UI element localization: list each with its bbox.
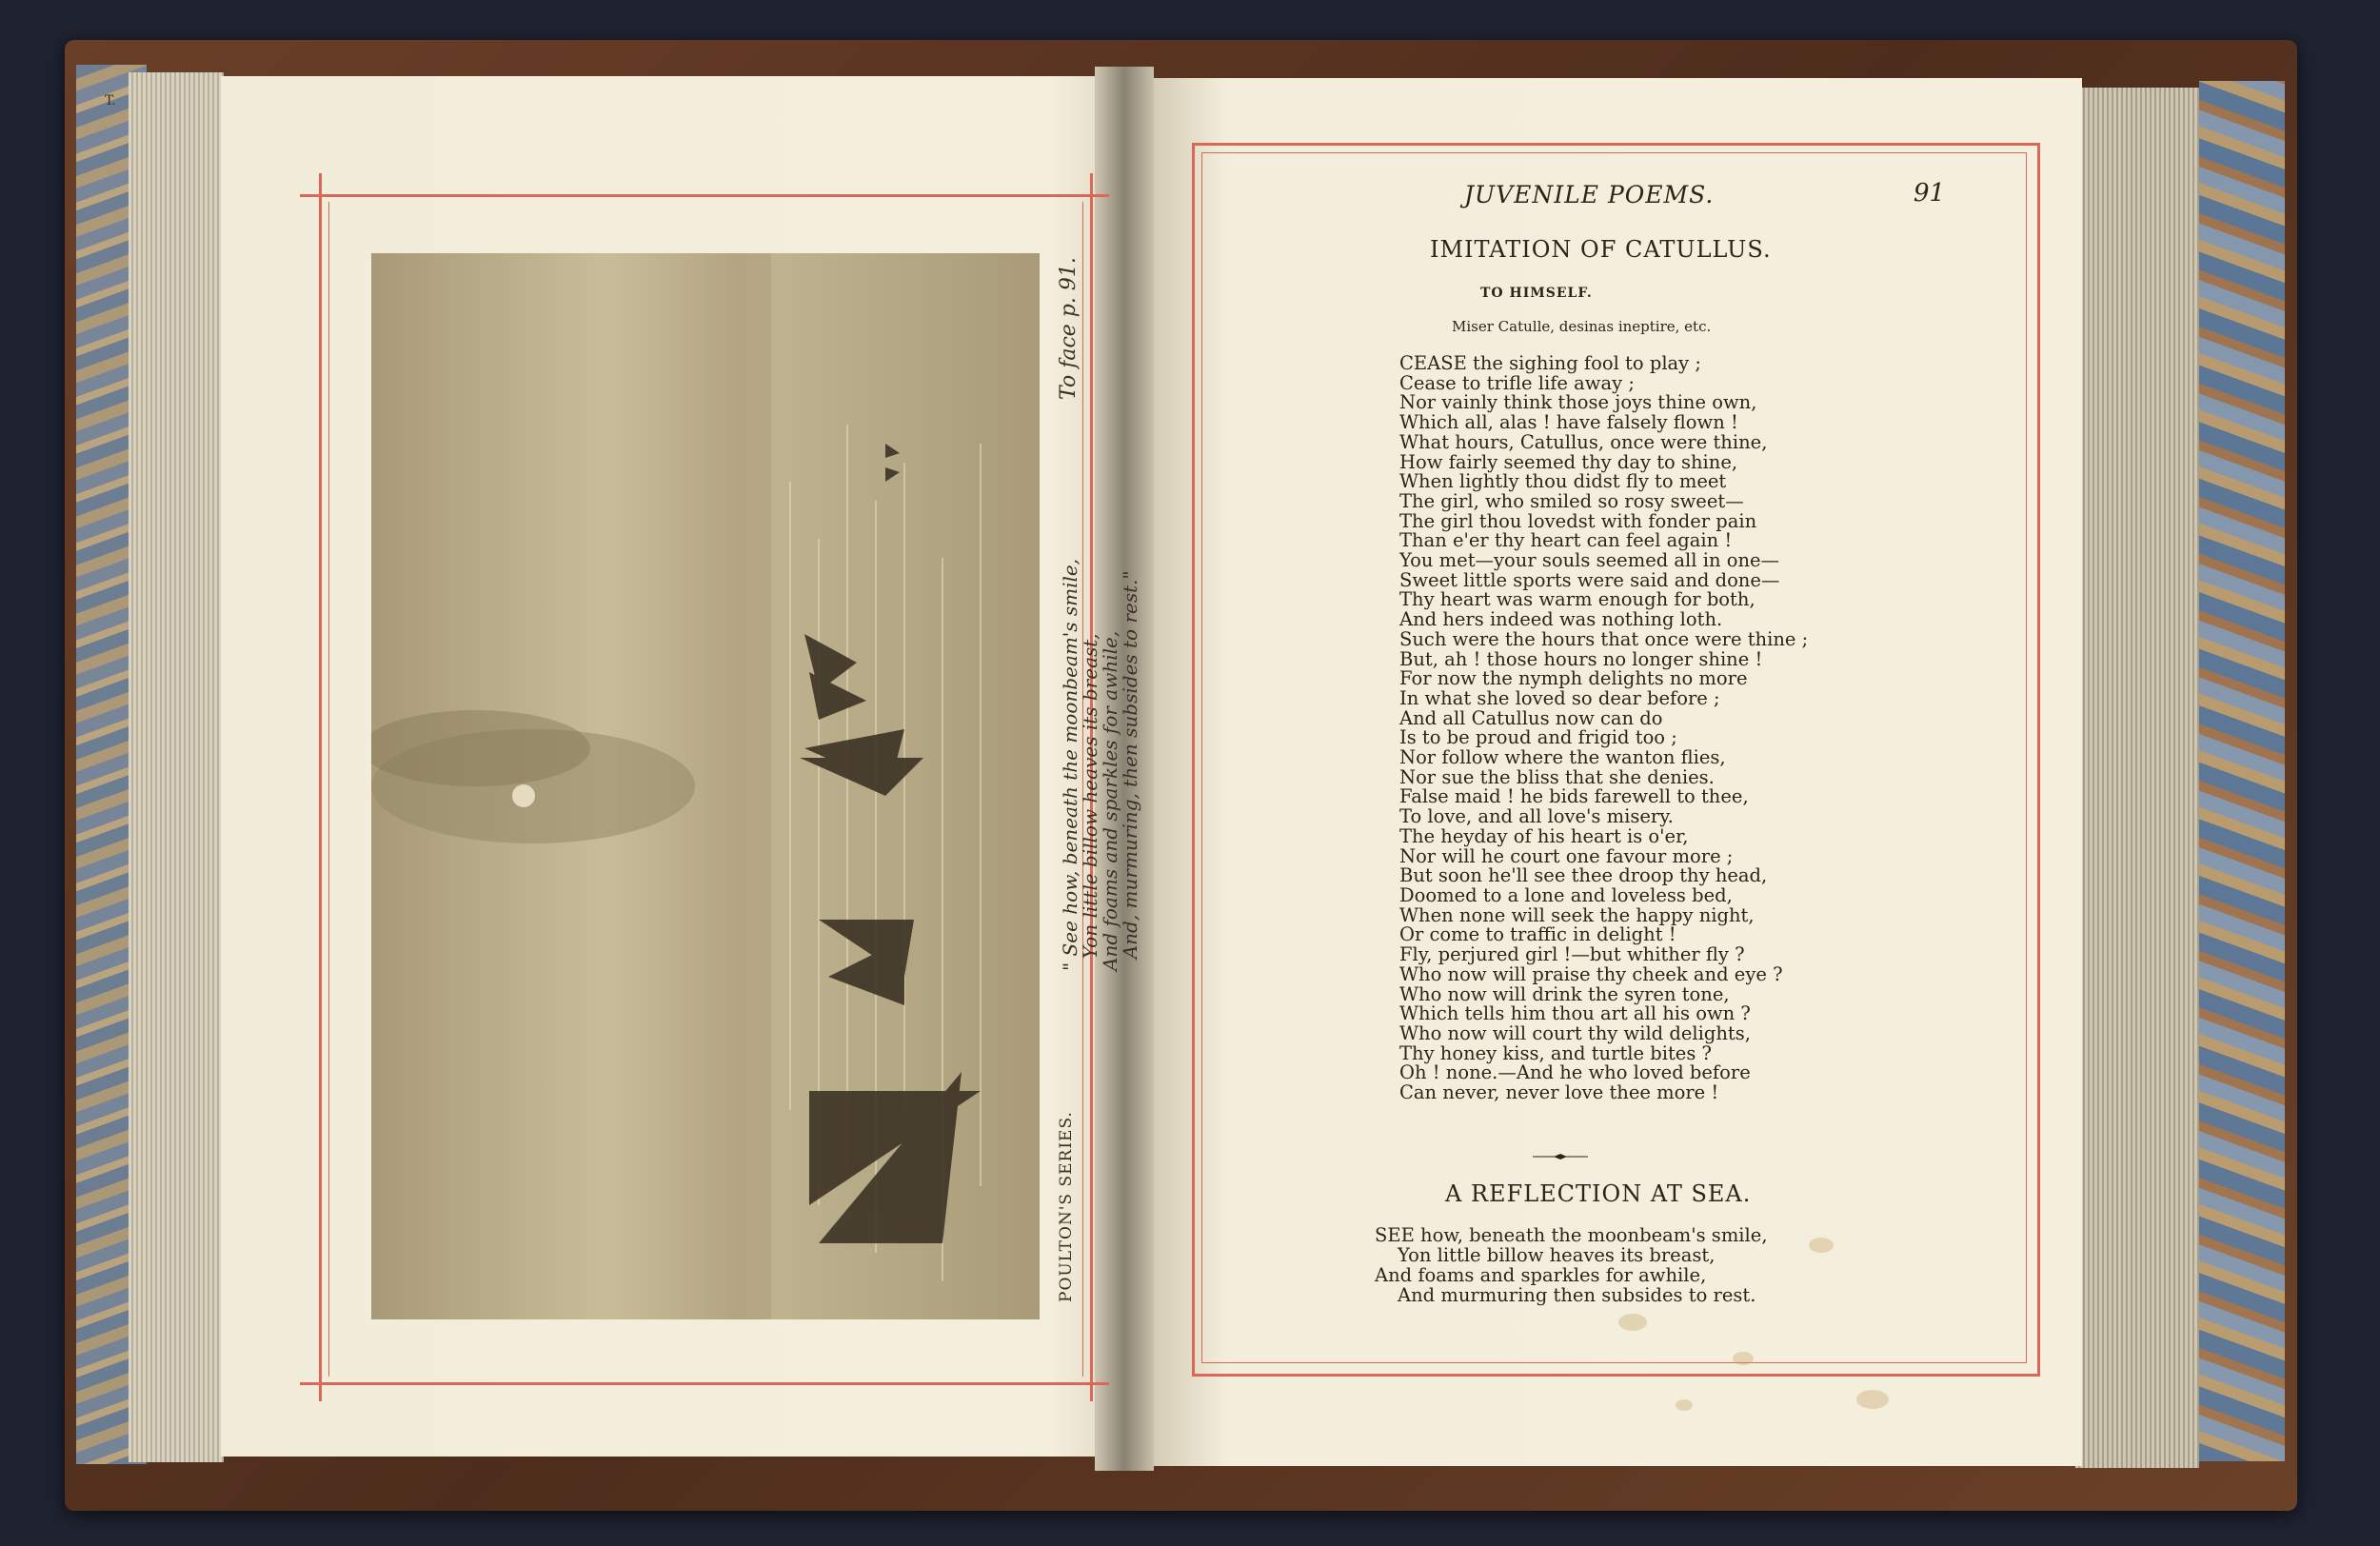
poem-line: Who now will drink the syren tone, <box>1399 982 1730 1005</box>
poem-line: The girl thou lovedst with fonder pain <box>1399 509 1757 532</box>
poem-line: How fairly seemed thy day to shine, <box>1399 450 1738 473</box>
poem-line: Thy heart was warm enough for both, <box>1399 588 1755 611</box>
poem-line: Such were the hours that once were thine ; <box>1399 627 1809 650</box>
poem-line: Oh ! none.—And he who loved before <box>1399 1061 1751 1084</box>
foxing-spot <box>1733 1352 1754 1365</box>
poem-line: Thy honey kiss, and turtle bites ? <box>1399 1041 1713 1064</box>
poem-line: And murmuring then subsides to rest. <box>1398 1284 1756 1306</box>
poem-line: But, ah ! those hours no longer shine ! <box>1399 647 1763 670</box>
poem-line: And foams and sparkles for awhile, <box>1375 1264 1707 1286</box>
poem-catullus <box>1399 354 1808 1103</box>
poem-line: Or come to traffic in delight ! <box>1399 923 1676 946</box>
poem-line: Nor will he court one favour more ; <box>1399 844 1734 867</box>
seascape-image <box>371 253 1040 1319</box>
poem-line: Is to be proud and frigid too ; <box>1399 726 1677 749</box>
poem-line: You met—your souls seemed all in one— <box>1399 549 1780 572</box>
left-frame-top-rule <box>300 194 1109 197</box>
poem-line: Fly, perjured girl !—but whither fly ? <box>1399 943 1745 966</box>
poem-subtitle: TO HIMSELF. <box>1480 286 1593 301</box>
poem-line: Nor sue the bliss that she denies. <box>1399 765 1715 788</box>
poem-line: The heyday of his heart is o'er, <box>1399 824 1689 847</box>
poem-line: SEE how, beneath the moonbeam's smile, <box>1375 1224 1768 1246</box>
poem-line: For now the nymph delights no more <box>1399 667 1748 690</box>
poem-line: Who now will court thy wild delights, <box>1399 1021 1751 1044</box>
poem-line: But soon he'll see thee droop thy head, <box>1399 864 1768 887</box>
section-divider-ornament <box>1533 1154 1588 1160</box>
poem-line: When lightly thou didst fly to meet <box>1399 470 1727 493</box>
poem-line: The girl, who smiled so rosy sweet— <box>1399 489 1744 512</box>
poem-line: Than e'er thy heart can feel again ! <box>1399 529 1733 552</box>
caption-series: POULTON'S SERIES. <box>1057 1111 1076 1302</box>
seascape-photograph <box>371 253 1040 1319</box>
poem-line: What hours, Catullus, once were thine, <box>1399 430 1768 453</box>
foxing-spot <box>1676 1399 1693 1411</box>
poem-line: Cease to trifle life away ; <box>1399 371 1635 394</box>
page-edges-right <box>2075 88 2199 1468</box>
foxing-spot <box>1856 1390 1889 1409</box>
poem-line: To love, and all love's misery. <box>1399 805 1674 828</box>
poem-line: Nor follow where the wanton flies, <box>1399 746 1726 769</box>
marbled-edge-right <box>2199 81 2285 1461</box>
page-edges-left <box>129 72 224 1462</box>
poem-title-catullus: IMITATION OF CATULLUS. <box>1430 236 1772 263</box>
poem-line: Who now will praise thy cheek and eye ? <box>1399 962 1783 985</box>
running-head: JUVENILE POEMS. <box>1464 181 1715 208</box>
left-frame-left-rule <box>319 173 322 1401</box>
foxing-spot <box>1618 1314 1647 1331</box>
poem-line: Nor vainly think those joys thine own, <box>1399 391 1757 414</box>
caption-to-face-page: To face p. 91. <box>1057 257 1081 400</box>
page-number: 91 <box>1914 179 1946 208</box>
poem-line: In what she loved so dear before ; <box>1399 686 1720 709</box>
poem-line: And hers indeed was nothing loth. <box>1399 608 1723 631</box>
poem-line: Doomed to a lone and loveless bed, <box>1399 883 1733 906</box>
poem-line: And all Catullus now can do <box>1399 706 1663 729</box>
edge-letter: T. <box>105 93 116 109</box>
poem-reflection <box>1375 1225 1768 1305</box>
poem-line: Can never, never love thee more ! <box>1399 1081 1719 1104</box>
left-frame-bottom-rule <box>300 1382 1109 1385</box>
poem-line: Yon little billow heaves its breast, <box>1398 1244 1716 1266</box>
caption-verse: " See how, beneath the moonbeam's smile, Yon little billow heaves its breast, And foams and sparkles for awhile, And, murmuring, then subsides to rest." <box>1059 558 1141 971</box>
poem-title-reflection: A REFLECTION AT SEA. <box>1445 1180 1752 1207</box>
poem-epigraph: Miser Catulle, desinas ineptire, etc. <box>1452 318 1712 335</box>
poem-line: Which tells him thou art all his own ? <box>1399 1002 1751 1025</box>
poem-line: Sweet little sports were said and done— <box>1399 568 1780 591</box>
foxing-spot <box>1809 1238 1834 1253</box>
poem-line: When none will seek the happy night, <box>1399 903 1755 926</box>
poem-line: Which all, alas ! have falsely flown ! <box>1399 411 1738 434</box>
left-frame-left-rule-inner <box>328 202 329 1377</box>
poem-line: False maid ! he bids farewell to thee, <box>1399 785 1749 808</box>
poem-line: CEASE the sighing fool to play ; <box>1399 352 1701 374</box>
